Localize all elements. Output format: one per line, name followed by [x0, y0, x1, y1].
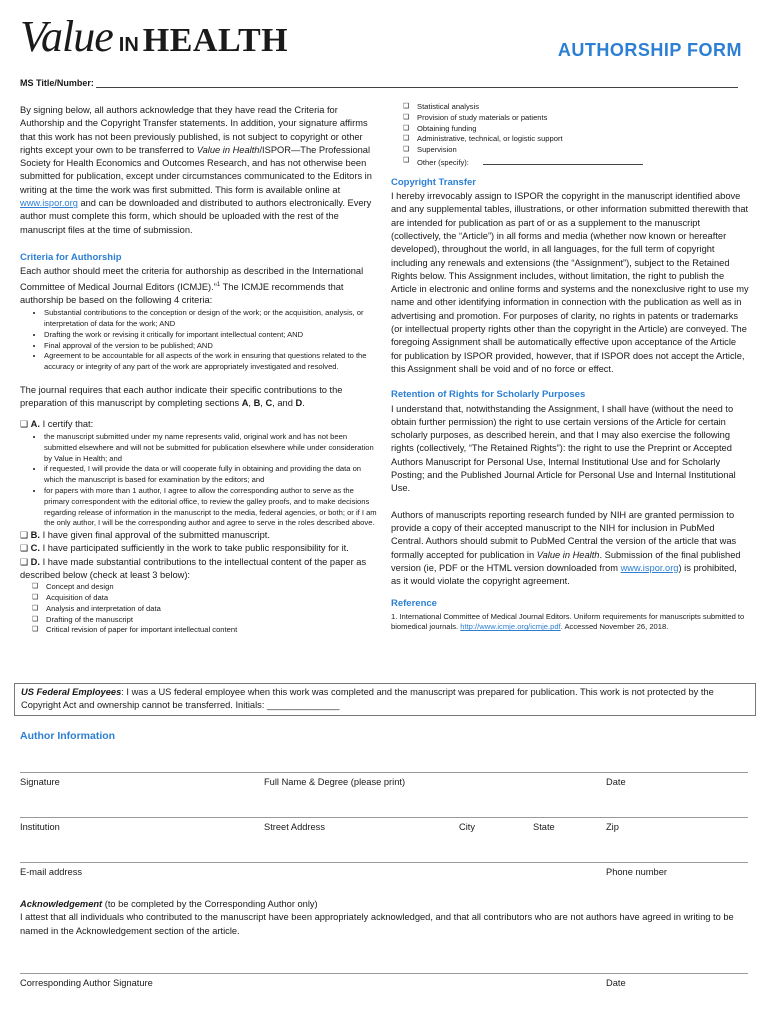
section-b[interactable]: ❑ B. I have given final approval of the submitted manuscript.: [20, 530, 270, 541]
other-specify-field[interactable]: [483, 156, 643, 165]
contribution-checkbox[interactable]: ❑ Statistical analysis: [403, 102, 749, 113]
institution-label: Institution: [20, 822, 60, 832]
author-info-heading: Author Information: [20, 730, 116, 742]
ms-title-field[interactable]: [20, 78, 738, 88]
zip-label: Zip: [606, 822, 619, 832]
checkbox-c-icon[interactable]: ❑: [20, 543, 29, 554]
contribution-checkbox[interactable]: ❑ Supervision: [403, 145, 749, 156]
right-column: [391, 102, 749, 633]
checkbox-d-icon[interactable]: ❑: [20, 556, 29, 567]
contribution-checkbox[interactable]: ❑ Drafting of the manuscript: [32, 615, 380, 626]
intro-paragraph: By signing below, all authors acknowledge that they have read the Criteria for Authorship and the Copyright Transfer statements. In addition, your signature affirms that this work has not been previously published, is not subject to copyright or other rights except your own to be transferred to Value in Health/ISPOR—The Professional Society for Health Economics and Outcomes Research, and has not otherwise been submitted for publication, except under circumstances communicated to the Editors in writing at the time the work was first submitted. This form is available online at www.ispor.org and can be downloaded and distributed to authors electronically. Every author must complete this form, which should be uploaded with the rest of the manuscript files at the time of submission.: [20, 105, 372, 235]
checkbox-a-icon[interactable]: ❑: [20, 418, 29, 429]
left-column: [20, 104, 380, 636]
contribution-checkbox[interactable]: ❑ Obtaining funding: [403, 124, 749, 135]
ms-title-underline[interactable]: [96, 78, 738, 88]
full-name-label: Full Name & Degree (please print): [264, 777, 406, 787]
contribution-checkbox-other[interactable]: ❑ Other (specify):: [403, 156, 749, 169]
street-label: Street Address: [264, 822, 325, 832]
acknowledgement-note: (to be completed by the Corresponding Author only): [102, 899, 318, 909]
ispor-link[interactable]: www.ispor.org: [20, 198, 78, 209]
contribution-checkbox[interactable]: ❑ Concept and design: [32, 582, 380, 593]
signature-label: Signature: [20, 777, 60, 787]
city-label: City: [459, 822, 476, 832]
reference-heading: Reference: [391, 598, 437, 610]
federal-employee-box[interactable]: [14, 683, 756, 716]
contribution-checkbox[interactable]: ❑ Critical revision of paper for important intellectual content: [32, 625, 380, 636]
acknowledgement-label: Acknowledgement: [20, 899, 103, 909]
list-item: • Final approval of the version to be published; AND: [44, 341, 380, 352]
contribution-list-right: [391, 102, 749, 169]
state-label: State: [533, 822, 555, 832]
retention-heading: Retention of Rights for Scholarly Purposes: [391, 389, 586, 401]
email-label: E-mail address: [20, 867, 83, 877]
contribution-list-left: [20, 582, 380, 636]
contribution-checkbox[interactable]: ❑ Administrative, technical, or logistic support: [403, 134, 749, 145]
journal-requirement: The journal requires that each author indicate their specific contributions to the preparation of this manuscript by completing sections A, B, C, and D.: [20, 385, 343, 409]
phone-label: Phone number: [606, 867, 667, 877]
journal-logo: [20, 14, 288, 60]
corresponding-signature-label: Corresponding Author Signature: [20, 978, 153, 988]
section-d[interactable]: ❑ D. I have made substantial contributions to the intellectual content of the paper as described below (check at least 3 below):: [20, 556, 367, 580]
criteria-paragraph: Each author should meet the criteria for authorship as described in the International Committee of Medical Journal Editors (ICMJE).”$^1$ The ICMJE recommends that authorship be based on the following 4 criteria:: [20, 266, 364, 305]
corresponding-date-label: Date: [606, 978, 626, 988]
logo-in: IN: [118, 34, 139, 56]
institution-line[interactable]: [20, 817, 748, 818]
list-item: • for papers with more than 1 author, I agree to allow the corresponding author to serve as the primary correspondent with the editorial office, to review the galley proofs, and to make decisions regarding release of information in the manuscript to the media, federal agencies, or both; or if I am the only author, I will be the corresponding author and agree to serve in the roles described above.: [44, 486, 380, 529]
section-a[interactable]: ❑ A. I certify that:: [20, 418, 94, 429]
logo-health: HEALTH: [142, 22, 289, 59]
list-item: • Agreement to be accountable for all aspects of the work in ensuring that questions related to the accuracy or integrity of any part of the work are appropriately investigated and resolved.: [44, 351, 380, 373]
list-item: • Substantial contributions to the conception or design of the work; or the acquisition, analysis, or interpretation of data for the work; AND: [44, 308, 380, 330]
checkbox-b-icon[interactable]: ❑: [20, 530, 29, 541]
acknowledgement-text: I attest that all individuals who contributed to the manuscript have been appropriately acknowledged, and that all contributors who are not authors have agreed in writing to be named in the Acknowledgement section of the article.: [20, 912, 734, 936]
criteria-list: [20, 308, 380, 373]
form-title: AUTHORSHIP FORM: [557, 40, 742, 60]
list-item: • Drafting the work or revising it critically for important intellectual content; AND: [44, 330, 380, 341]
section-c[interactable]: ❑ C. I have participated sufficiently in the work to take public responsibility for it.: [20, 543, 349, 554]
logo-value: Value: [20, 12, 113, 61]
ms-title-label: MS Title/Number:: [20, 78, 94, 88]
copyright-paragraph: I hereby irrevocably assign to ISPOR the copyright in the manuscript identified above and any supplemental tables, illustrations, or other information submitted therewith that are intended for publication as part of or as a supplement to the manuscript (collectively, the “Article”) in all forms and media (whether now known or hereafter developed), throughout the world, in all languages, for the full term of copyright including any renewals and extensions (the “Assignment”), subject to the Retained Rights below. This Assignment includes, without limitation, the right to publish the Article in electronic and online forms and systems and the nonexclusive right to use my name and other identifying information in connection with the publication as well as in advertising and promotion. For purposes of clarity, no rights in patents or trademarks (or intellectual property rights other than the copyright in the Article) are conveyed. The foregoing Assignment shall be automatically effective upon acceptance of the Article for publication by ISPOR provided, however, that if ISPOR does not accept the Article, this Assignment shall be void and of no force or effect.: [391, 191, 749, 374]
ispor-link[interactable]: www.ispor.org: [620, 562, 679, 573]
retention-paragraph: I understand that, notwithstanding the Assignment, I shall have (without the need to obtain further permission) the right to use certain versions of the Article for certain scholarly purposes, as described herein, and that I may also exercise the following rights (collectively, “The Retained Rights”): the right to use the Preprint or Accepted Authors Manuscript for Personal Use, Internal Institutional Use and for Scholarly Posting; and the Published Journal Article for Personal Use and Internal Institutional Use.: [391, 403, 736, 494]
federal-label: US Federal Employees: [21, 687, 122, 697]
contribution-checkbox[interactable]: ❑ Acquisition of data: [32, 593, 380, 604]
criteria-heading: Criteria for Authorship: [20, 251, 122, 263]
nih-paragraph: Authors of manuscripts reporting research funded by NIH are granted permission to provide a copy of their accepted manuscript to the NIH for inclusion in PubMed Central. Authors should submit to PubMed Central the version of the article that was formally accepted for publication in Value in Health. Submission of the final published version (ie, PDF or the HTML version downloaded from www.ispor.org) is prohibited, as it would violate the copyright agreement.: [391, 509, 741, 587]
corresponding-signature-line[interactable]: [20, 973, 748, 974]
signature-line[interactable]: [20, 772, 748, 773]
copyright-heading: Copyright Transfer: [391, 176, 476, 188]
email-line[interactable]: [20, 862, 748, 863]
date-label: Date: [606, 777, 626, 787]
contribution-checkbox[interactable]: ❑ Provision of study materials or patients: [403, 113, 749, 124]
list-item: • the manuscript submitted under my name represents valid, original work and has not been submitted elsewhere and will not be submitted for publication elsewhere while under consideration by Value in Health; and: [44, 432, 380, 464]
federal-text: : I was a US federal employee when this work was completed and the manuscript was prepared for publication. This work is not protected by the Copyright Act and ownership cannot be transferred. Initials: ______________: [21, 687, 714, 711]
acknowledgement-section: [20, 898, 750, 938]
icmje-link[interactable]: http://www.icmje.org/icmje.pdf: [460, 622, 561, 632]
section-a-list: [20, 432, 380, 529]
list-item: • if requested, I will provide the data or will cooperate fully in obtaining and providing the data on which the manuscript is based for examination by the editors; and: [44, 464, 380, 486]
reference-text: 1. International Committee of Medical Journal Editors. Uniform requirements for manuscripts submitted to biomedical journals. http://www.icmje.org/icmje.pdf. Accessed November 26, 2018.: [391, 611, 745, 632]
contribution-checkbox[interactable]: ❑ Analysis and interpretation of data: [32, 604, 380, 615]
